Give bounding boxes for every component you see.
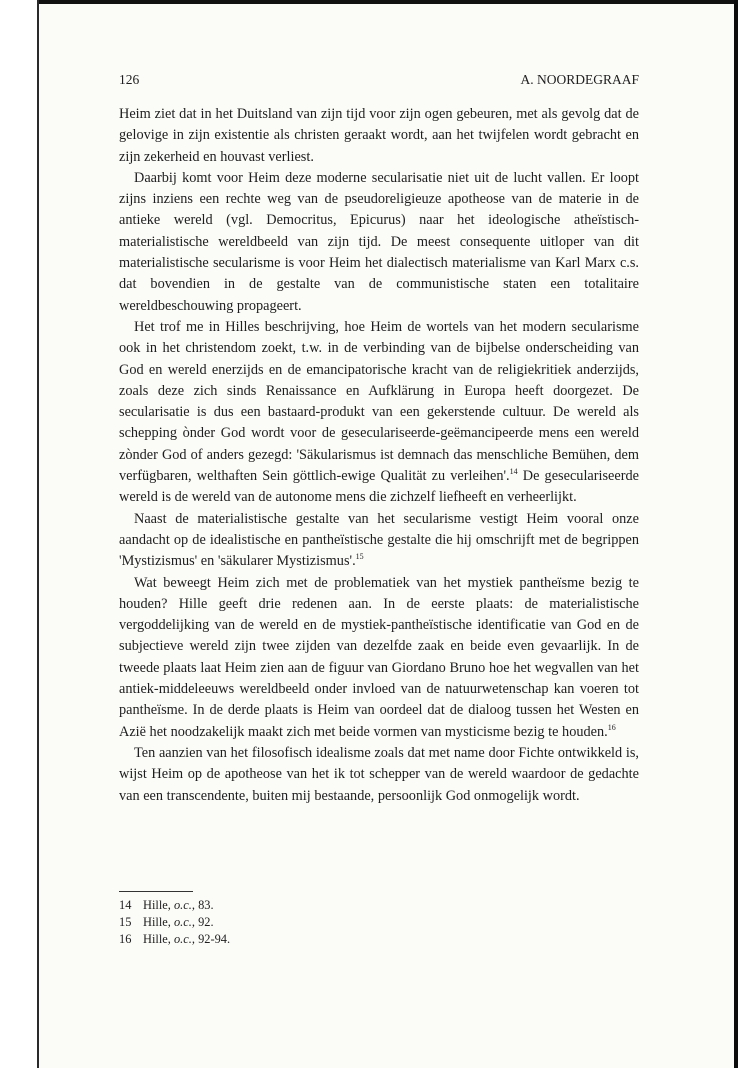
- footnote-marker: 15: [355, 552, 364, 562]
- page-number: 126: [119, 72, 140, 87]
- paragraph: Het trof me in Hilles beschrijving, hoe Heim de wortels van het modern secularisme ook in het christendom zoekt, t.w. in de verbinding van de bijbelse onderscheiding van God en wereld enerzijds en de emancipatorische kracht van de religiekritiek anderzijds, zoals deze zich sinds Renaissance en Aufklärung in Europa heeft doorgezet. De secularisatie is dus een bastaard-produkt van een gekerstende cultuur. De wereld als schepping ònder God wordt voor de geseculariseerde-geëmancipeerde mens een wereld zònder God of anders gezegd: 'Säkularismus ist demnach das menschliche Bemühen, dem verfügbaren, welthaften Sein göttlich-ewige Qualität zu verleihen'.$^{14}$ De geseculariseerde wereld is de wereld van de autonome mens die zichzelf liefheeft en verheerlijkt.: [119, 318, 640, 506]
- footnote-divider: [119, 891, 193, 892]
- body-text: [119, 104, 639, 807]
- running-title: A. NOORDEGRAAF: [520, 72, 639, 87]
- page-header: [119, 72, 639, 88]
- footnote: 15 Hille, o.c., 92.: [119, 915, 214, 929]
- paragraph: Daarbij komt voor Heim deze moderne secularisatie niet uit de lucht vallen. Er loopt zijns inziens een rechte weg van de pseudoreligieuze apotheose van de materie in de antieke wereld (vgl. Democritus, Epicurus) naar het ideologische atheïstisch-materialistische wereldbeeld van zijn tijd. De meest consequente uitloper van dit materialistische secularisme is voor Heim het dialectisch materialisme van Karl Marx c.s. dat bovendien in de gestalte van de communistische staten een totalitaire wereldbeschouwing propageert.: [119, 169, 639, 314]
- footnote: 14 Hille, o.c., 83.: [119, 898, 214, 912]
- book-page: [39, 4, 734, 1068]
- paragraph: Wat beweegt Heim zich met de problematiek van het mystiek pantheïsme bezig te houden? Hille geeft drie redenen aan. In de eerste plaats: de materialistische vergoddelijking van de wereld en de mystiek-pantheïstische identificatie van God en de subjectieve wereld zijn twee zijden van dezelfde zaak en beide even gevaarlijk. In de tweede plaats laat Heim zien aan de figuur van Giordano Bruno hoe het wegvallen van het antiek-middeleeuws wereldbeeld onder invloed van de natuurwetenschap kan voeren tot pantheïsme. In de derde plaats is Heim van oordeel dat de dialoog tussen het Westen en Azië het noodzakelijk maakt zich met beide vormen van mysticisme bezig te houden.$^{16}$: [119, 574, 639, 740]
- footnote: 16 Hille, o.c., 92-94.: [119, 932, 231, 946]
- footnote-marker: 14: [509, 467, 518, 477]
- footnote-marker: 16: [607, 722, 616, 732]
- footnotes: [119, 897, 639, 948]
- paragraph: Ten aanzien van het filosofisch idealisme zoals dat met name door Fichte ontwikkeld is, wijst Heim op de apotheose van het ik tot schepper van de wereld waardoor de gedachte van een transcendente, buiten mij bestaande, persoonlijk God onmogelijk wordt.: [119, 744, 639, 804]
- scan-edge-right: [734, 0, 738, 1068]
- paragraph: Naast de materialistische gestalte van het secularisme vestigt Heim vooral onze aandacht op de idealistische en pantheïstische gestalte die hij omschrijft met de begrippen 'Mystizismus' en 'säkularer Mystizismus'.$^{15}$: [119, 510, 639, 570]
- paragraph: Heim ziet dat in het Duitsland van zijn tijd voor zijn ogen gebeuren, met als gevolg dat de gelovige in zijn existentie als christen geraakt wordt, aan het twijfelen wordt gebracht en zijn zekerheid en houvast verliest.: [119, 106, 639, 165]
